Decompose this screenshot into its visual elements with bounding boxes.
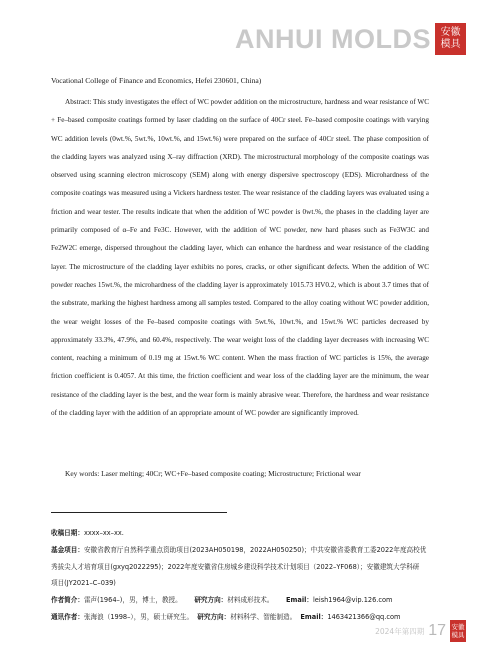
corr-email-label: Email： — [300, 612, 328, 621]
received-label: 收稿日期： — [51, 529, 84, 537]
author-field-label: 研究方向： — [194, 596, 228, 605]
corr-email-value: 1463421366@qq.com — [327, 612, 401, 621]
abstract — [51, 93, 429, 422]
corr-value: 张海浪（1998–），男，硕士研究生。 — [83, 612, 194, 621]
fund-value-1: 安徽省教育厅自然科学重点资助项目(2023AH050198，2022AH050250)；中共安徽省委教育工委2022年度高校优 — [83, 545, 427, 554]
footer-seal-line-1: 安徽 — [451, 623, 465, 631]
footer-seal-logo — [450, 620, 466, 642]
fund-line-1 — [51, 542, 431, 559]
author-label: 作者简介： — [51, 596, 84, 605]
footnote-divider — [51, 512, 227, 513]
footer-seal-line-2: 模具 — [451, 631, 465, 639]
corr-field-value: 材料科学、智能制造。 — [230, 612, 297, 621]
journal-brand: ANHUI MOLDS — [235, 24, 431, 54]
corresponding-author-info — [51, 609, 431, 626]
fund-line-3 — [51, 575, 431, 592]
issue-label: 2024年第四期 — [375, 626, 425, 636]
page-footer — [375, 620, 466, 642]
abstract-paragraph — [51, 93, 429, 422]
author-email-value: leish1964@vip.126.com — [312, 596, 393, 605]
author-value: 雷声(1964–)，男，博士，教授。 — [83, 596, 182, 605]
fund-value-2: 秀拔尖人才培育项目(gxyq2022295)；2022年度安徽省住房城乡建设科学技术计划项目（2022–YF068）；安徽建筑大学科研 — [51, 562, 420, 571]
abstract-text: This study investigates the effect of WC powder addition on the microstructure, hardness and wear resistance of WC + Fe–based composite coatings formed by laser cladding on the surface of 40Cr steel. Fe–based composite coatings with varying WC addition levels (0wt.%, 5wt.%, 10wt.%, and 15wt.%) were prepared on the surface of 40Cr steel. The phase composition of the cladding layers was analyzed using X–ray diffraction (XRD). The microstructural morphology of the composite coatings was observed using scanning electron microscopy (SEM) along with energy dispersive spectroscopy (EDS). Microhardness of the composite coatings was measured using a Vickers hardness tester. The wear resistance of the cladding layers was evaluated using a friction and wear tester. The results indicate that when the addition of WC powder is 0wt.%, the phases in the cladding layer are primarily composed of α–Fe and Fe3C. However, with the addition of WC powder, new hard phases such as Fe3W3C and Fe2W2C emerge, dispersed throughout the cladding layer, which can enhance the hardness and wear resistance of the cladding layer. The microstructure of the cladding layer exhibits no pores, cracks, or other significant defects. When the addition of WC powder reaches 15wt.%, the microhardness of the cladding layer is approximately 1015.73 HV0.2, which is about 3.7 times that of the substrate, marking the highest hardness among all samples tested. Compared to the alloy coating without WC powder addition, the wear weight losses of the Fe–based composite coatings with 5wt.%, 10wt.%, and 15wt.% WC particles decreased by approximately 33.3%, 47.9%, and 60.4%, respectively. The wear weight loss of the cladding layer decreases with increasing WC content, reaching a minimum of 0.19 mg at 15wt.% WC content. When the mass fraction of WC particles is 15%, the average friction coefficient is 0.4057. At this time, the friction coefficient and wear loss of the cladding layer are the minimum, the wear resistance of the cladding layer is the best, and the wear form is mainly abrasive wear. Therefore, the hardness and wear resistance of the cladding layer with the addition of an appropriate amount of WC powder are significantly improved. — [51, 98, 429, 418]
affiliation: Vocational College of Finance and Economics, Hefei 230601, China) — [51, 76, 262, 85]
fund-line-2 — [51, 559, 431, 576]
author-info — [51, 592, 431, 609]
fund-label: 基金项目： — [51, 545, 84, 554]
author-field-value: 材料成形技术。 — [227, 596, 274, 605]
corr-label: 通讯作者： — [51, 612, 84, 621]
received-value: xxxx–xx–xx. — [83, 529, 124, 537]
abstract-label: Abstract: — [65, 98, 92, 106]
journal-seal-logo — [435, 23, 466, 55]
author-email-label: Email： — [286, 596, 313, 605]
seal-line-2: 模具 — [440, 39, 461, 50]
page-number: 17 — [428, 622, 446, 639]
keywords: Key words: Laser melting; 40Cr; WC+Fe–based composite coating; Microstructure; Frictional wear — [65, 469, 361, 478]
seal-line-1: 安徽 — [440, 27, 461, 38]
received-date — [51, 525, 431, 542]
fund-value-3: 项目(JY2021–C–039) — [51, 579, 116, 588]
corr-field-label: 研究方向： — [197, 612, 231, 621]
footnotes — [51, 525, 431, 626]
journal-header — [235, 22, 466, 56]
